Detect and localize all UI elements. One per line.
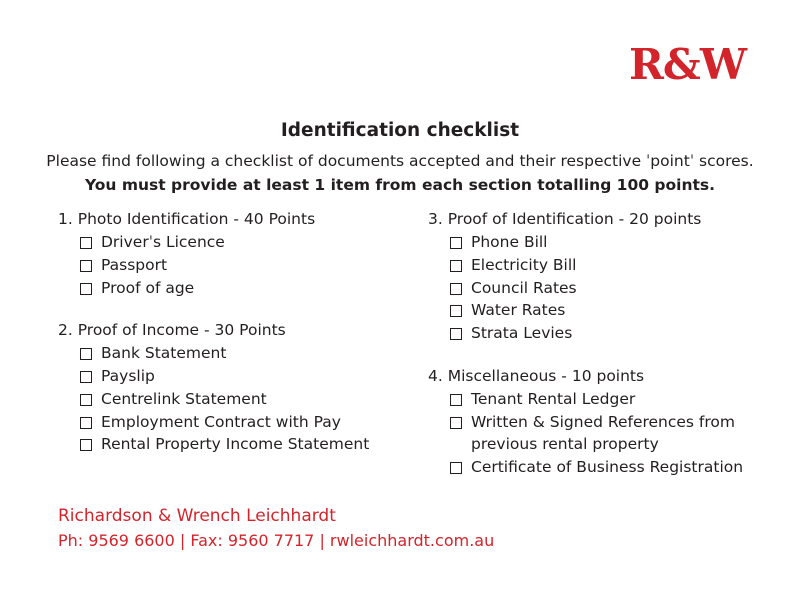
list-item[interactable] (80, 433, 400, 456)
list-item[interactable] (450, 299, 800, 322)
checklist-section-2 (58, 321, 400, 456)
section-item-list (428, 388, 800, 479)
list-item-label: Electricity Bill (471, 255, 577, 274)
checkbox-icon[interactable] (450, 237, 462, 249)
checkbox-icon[interactable] (450, 260, 462, 272)
list-item[interactable] (450, 322, 800, 345)
list-item[interactable] (80, 342, 400, 365)
checklist-column-right (400, 210, 800, 501)
checklist-section-3 (428, 210, 800, 345)
list-item[interactable] (450, 254, 800, 277)
company-logo: R&W (629, 40, 746, 89)
checkbox-icon[interactable] (80, 371, 92, 383)
list-item-label: Rental Property Income Statement (101, 435, 370, 454)
list-item-label: Water Rates (471, 301, 566, 320)
section-item-list (58, 231, 400, 299)
list-item-label: Passport (101, 255, 168, 274)
section-heading: 4. Miscellaneous - 10 points (428, 366, 645, 385)
list-item-label: Strata Levies (471, 324, 573, 343)
section-heading: 1. Photo Identification - 40 Points (58, 210, 316, 228)
checkbox-icon[interactable] (450, 305, 462, 317)
footer-company-name: Richardson & Wrench Leichhardt (58, 506, 336, 527)
list-item-label: Employment Contract with Pay (101, 412, 341, 431)
list-item[interactable] (80, 411, 400, 434)
list-item-label: Phone Bill (471, 233, 548, 251)
checkbox-icon[interactable] (450, 394, 462, 406)
checkbox-icon[interactable] (80, 260, 92, 272)
checkbox-icon[interactable] (80, 283, 92, 295)
footer-contact-line[interactable]: Ph: 9569 6600 | Fax: 9560 7717 | rwleichhardt.com.au (58, 530, 495, 550)
list-item[interactable] (450, 277, 800, 300)
list-item-label: Certificate of Business Registration (471, 458, 744, 477)
list-item-label: Written & Signed References from previous rental property (471, 412, 735, 454)
list-item-label: Bank Statement (101, 344, 227, 363)
checkbox-icon[interactable] (450, 462, 462, 474)
section-item-list (58, 342, 400, 456)
list-item[interactable] (80, 277, 400, 300)
list-item[interactable] (450, 388, 800, 411)
list-item-label: Centrelink Statement (101, 389, 267, 408)
checklist-columns (0, 210, 800, 501)
checkbox-icon[interactable] (80, 439, 92, 451)
checkbox-icon[interactable] (450, 283, 462, 295)
list-item-label: Payslip (101, 367, 155, 386)
checklist-section-1 (58, 210, 400, 299)
checkbox-icon[interactable] (450, 417, 462, 429)
intro-line-2: You must provide at least 1 item from each section totalling 100 points. (84, 176, 716, 195)
intro-text (0, 150, 800, 198)
page-title: Identification checklist (280, 120, 520, 141)
list-item-label: Council Rates (471, 278, 577, 297)
checklist-column-left (0, 210, 400, 501)
footer (58, 504, 494, 552)
list-item[interactable] (450, 231, 800, 254)
section-heading: 2. Proof of Income - 30 Points (58, 321, 286, 340)
section-item-list (428, 231, 800, 345)
list-item[interactable] (80, 254, 400, 277)
checkbox-icon[interactable] (80, 348, 92, 360)
list-item-label: Driverˈs Licence (101, 233, 225, 251)
section-heading: 3. Proof of Identification - 20 points (428, 210, 702, 228)
list-item-label: Tenant Rental Ledger (471, 389, 636, 408)
checkbox-icon[interactable] (80, 394, 92, 406)
list-item[interactable] (80, 365, 400, 388)
list-item-label: Proof of age (101, 278, 195, 297)
checkbox-icon[interactable] (80, 237, 92, 249)
checkbox-icon[interactable] (80, 417, 92, 429)
checkbox-icon[interactable] (450, 328, 462, 340)
list-item[interactable] (80, 388, 400, 411)
list-item[interactable] (80, 231, 400, 254)
checklist-section-4 (428, 367, 800, 479)
list-item[interactable] (450, 456, 800, 479)
list-item[interactable] (450, 411, 800, 457)
intro-line-1: Please find following a checklist of documents accepted and their respective ˈpointˈ scores. (46, 152, 754, 170)
